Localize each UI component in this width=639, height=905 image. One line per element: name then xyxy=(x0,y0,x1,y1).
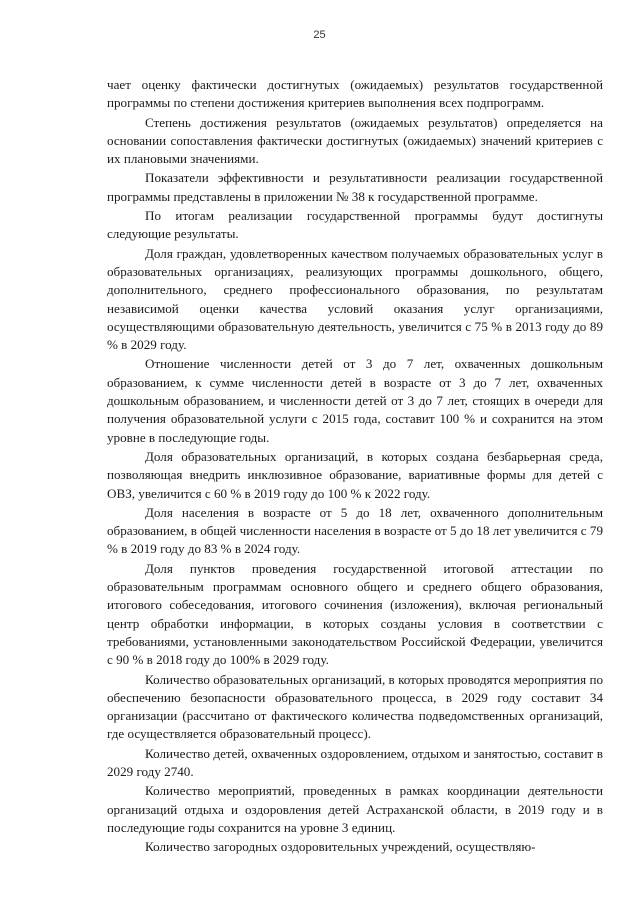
paragraph-indicators: Показатели эффективности и результативности реализации государственной программы представлены в приложении № 38 к государственной программе. xyxy=(107,170,603,204)
paragraph-coordination-events: Количество мероприятий, проведенных в рамках координации деятельности организаций отдыха и оздоровления детей Астраханской области, в 2019 году и в последующие годы сохранится на уровне 3 единиц. xyxy=(107,783,603,835)
paragraph-children-recreation: Количество детей, охваченных оздоровлением, отдыхом и занятостью, составит в 2029 году 2740. xyxy=(107,745,603,779)
paragraph-results-intro: По итогам реализации государственной программы будут достигнуты следующие результаты. xyxy=(107,208,603,242)
paragraph-additional-education: Доля населения в возрасте от 5 до 18 лет, охваченного дополнительным образованием, в общей численности населения в возрасте от 5 до 18 лет увеличится с 79 % в 2019 году до 83 % в 2024 году. xyxy=(107,504,603,557)
paragraph-camps: Количество загородных оздоровительных учреждений, осуществляю- xyxy=(145,839,536,855)
body-text xyxy=(107,76,603,857)
paragraph-citizen-satisfaction: Доля граждан, удовлетворенных качеством получаемых образовательных услуг в образовательных организациях, реализующих программы дошкольного, общего, дополнительного, среднего профессионального образования, по результатам независимой оценки качества условий оказания услуг организациями, осуществляющими образовательную деятельность, увеличится с 75 % в 2013 году до 89 % в 2029 году. xyxy=(107,245,603,353)
page-number: 25 xyxy=(313,29,326,41)
paragraph-safety-organizations: Количество образовательных организаций, в которых проводятся мероприятия по обеспечению безопасности образовательного процесса, в 2029 году составит 34 организации (рассчитано от фактического количества подведомственных организаций, где осуществляется образовательный процесс). xyxy=(107,671,603,742)
paragraph-achievement-degree: Степень достижения результатов (ожидаемых результатов) определяется на основании сопоставления фактически достигнутых (ожидаемых) значений критериев с их плановыми значениями. xyxy=(107,114,603,167)
paragraph-continuation: чает оценку фактически достигнутых (ожидаемых) результатов государственной программы по степени достижения критериев выполнения всех подпрограмм. xyxy=(107,77,603,111)
paragraph-preschool-coverage: Отношение численности детей от 3 до 7 лет, охваченных дошкольным образованием, к сумме численности детей в возрасте от 3 до 7 лет, охваченных дошкольным образованием, и численности детей от 3 до 7 лет, стоящих в очереди для получения образовательной услуги с 2015 года, составит 100 % и сохранится на этом уровне в последующие годы. xyxy=(107,356,603,445)
paragraph-barrier-free: Доля образовательных организаций, в которых создана безбарьерная среда, позволяющая внедрить инклюзивное образование, вариативные формы для детей с ОВЗ, увеличится с 60 % в 2019 году до 100 % к 2022 году. xyxy=(107,448,603,501)
paragraph-exam-points: Доля пунктов проведения государственной итоговой аттестации по образовательным программам основного общего и среднего общего образования, итогового собеседования, итогового сочинения (изложения), включая региональный центр обработки информации, в которых созданы условия в соответствии с требованиями, установленными законодательством Российской Федерации, увеличится с 90 % в 2018 году до 100% в 2029 году. xyxy=(107,560,603,668)
